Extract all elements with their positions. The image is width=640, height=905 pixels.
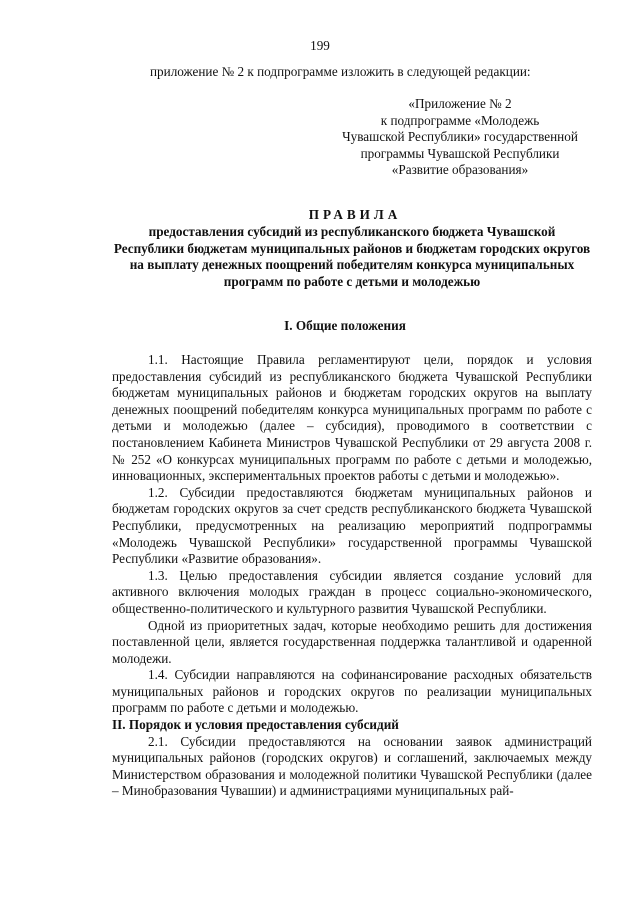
page-number: 199 — [310, 38, 330, 53]
document-subtitle: предоставления субсидий из республиканского бюджета Чувашской Республики бюджетам муниципальных районов и бюджетам городских округов на выплату денежных поощрений победителям конкурса муниципальных программ по работе с детьми и молодежью — [113, 224, 591, 289]
document-body — [112, 352, 592, 800]
paragraph-1-1: 1.1. Настоящие Правила регламентируют цели, порядок и условия предоставления субсидий из республиканского бюджета Чувашской Республики бюджетам муниципальных районов и бюджетам городских округов на выплату денежных поощрений победителям конкурса муниципальных программ по работе с детьми и молодежью (далее – субсидия), проводимого в соответствии с постановлением Кабинета Министров Чувашской Республики от 29 августа 2008 г. № 252 «О конкурсах муниципальных программ по работе с детьми и молодежью, инновационных, экспериментальных проектов работы с детьми и молодежью». — [112, 352, 592, 484]
section-1-heading: I. Общие положения — [284, 318, 406, 333]
appendix-heading — [300, 96, 620, 179]
appendix-line: «Развитие образования» — [391, 162, 529, 178]
section-2-heading: II. Порядок и условия предоставления субсидий — [112, 717, 399, 733]
appendix-line: «Приложение № 2 — [408, 96, 512, 111]
paragraph-1-3-cont: Одной из приоритетных задач, которые необходимо решить для достижения поставленной цели, является государственная поддержка талантливой и одаренной молодежи. — [112, 617, 592, 666]
document-title: ПРАВИЛА — [308, 207, 402, 222]
paragraph-2-1: 2.1. Субсидии предоставляются на основании заявок администраций муниципальных районов (городских округов) и соглашений, заключаемых между Министерством образования и молодежной политики Чувашской Республики (далее – Минобразования Чувашии) и администрациями муниципальных рай- — [112, 733, 592, 799]
appendix-line: к подпрограмме «Молодежь — [380, 112, 540, 128]
paragraph-1-4: 1.4. Субсидии направляются на софинансирование расходных обязательств муниципальных районов и городских округов по реализации муниципальных программ по работе с детьми и молодежью. — [112, 667, 592, 716]
intro-line: приложение № 2 к подпрограмме изложить в следующей редакции: — [150, 64, 531, 79]
appendix-line: программы Чувашской Республики — [360, 145, 560, 161]
paragraph-1-2: 1.2. Субсидии предоставляются бюджетам муниципальных районов и бюджетам городских округов за счет средств республиканского бюджета Чувашской Республики, предусмотренных на реализацию мероприятий подпрограммы «Молодежь Чувашской Республики» государственной программы Чувашской Республики «Развитие образования». — [112, 484, 592, 567]
appendix-line: Чувашской Республики» государственной — [342, 129, 578, 145]
paragraph-1-3: 1.3. Целью предоставления субсидии является создание условий для активного включения молодых граждан в процесс социально-экономического, общественно-политического и культурного развития Чувашской Республики. — [112, 567, 592, 616]
